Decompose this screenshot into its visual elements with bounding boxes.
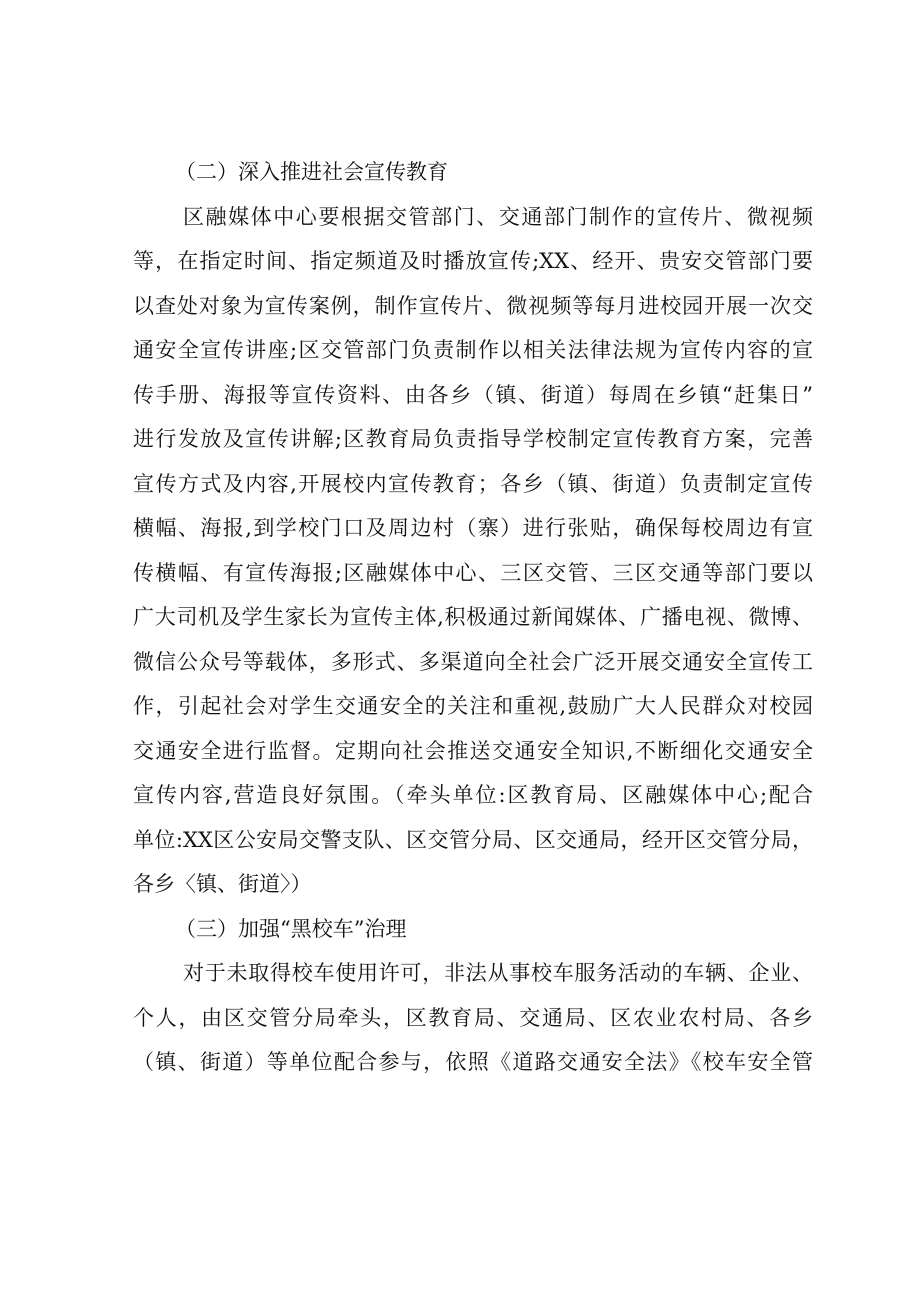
paragraph-line: 作，引起社会对学生交通安全的关注和重视,鼓励广大人民群众对校园 bbox=[133, 694, 813, 718]
document-body bbox=[133, 150, 813, 1085]
paragraph-line: 等，在指定时间、指定频道及时播放宣传;XX、经开、贵安交管部门要 bbox=[133, 249, 813, 273]
paragraph-line: 宣传内容,营造良好氛围。（牵头单位:区教育局、区融媒体中心;配合 bbox=[133, 783, 813, 807]
section-3-heading: （三）加强“黑校车”治理 bbox=[175, 916, 407, 941]
section-2-heading: （二）深入推进社会宣传教育 bbox=[175, 160, 448, 184]
paragraph-line: 对于未取得校车使用许可，非法从事校车服务活动的车辆、企业、 bbox=[183, 961, 813, 985]
paragraph-line: 横幅、海报,到学校门口及周边村（寨）进行张贴，确保每校周边有宣 bbox=[133, 516, 813, 540]
paragraph-line: 微信公众号等载体，多形式、多渠道向全社会广泛开展交通安全宣传工 bbox=[133, 649, 813, 674]
section-3-paragraph bbox=[133, 951, 813, 1085]
paragraph-line: 通安全宣传讲座;区交管部门负责制作以相关法律法规为宣传内容的宣 bbox=[133, 338, 813, 362]
paragraph-line: 传横幅、有宣传海报;区融媒体中心、三区交管、三区交通等部门要以 bbox=[133, 560, 813, 585]
paragraph-line: 进行发放及宣传讲解;区教育局负责指导学校制定宣传教育方案，完善 bbox=[133, 427, 813, 451]
paragraph-line: 区融媒体中心要根据交管部门、交通部门制作的宣传片、微视频 bbox=[183, 204, 813, 229]
paragraph-line: （镇、街道）等单位配合参与，依照《道路交通安全法》《校车安全管 bbox=[133, 1050, 813, 1074]
paragraph-line: 交通安全进行监督。定期向社会推送交通安全知识,不断细化交通安全 bbox=[133, 738, 813, 763]
paragraph-line: 广大司机及学生家长为宣传主体,积极通过新闻媒体、广播电视、微博、 bbox=[133, 605, 813, 629]
paragraph-line: 各乡〈镇、街道〉） bbox=[133, 872, 312, 896]
section-2-paragraph bbox=[133, 195, 813, 907]
paragraph-line: 以查处对象为宣传案例，制作宣传片、微视频等每月进校园开展一次交 bbox=[133, 293, 813, 318]
paragraph-line: 宣传方式及内容,开展校内宣传教育；各乡（镇、街道）负责制定宣传 bbox=[133, 471, 813, 496]
paragraph-line: 单位:XX区公安局交警支队、区交管分局、区交通局，经开区交管分局， bbox=[133, 827, 813, 852]
paragraph-line: 个人，由区交管分局牵头，区教育局、交通局、区农业农村局、各乡 bbox=[133, 1005, 813, 1030]
paragraph-line: 传手册、海报等宣传资料、由各乡（镇、街道）每周在乡镇“赶集日” bbox=[133, 382, 813, 407]
